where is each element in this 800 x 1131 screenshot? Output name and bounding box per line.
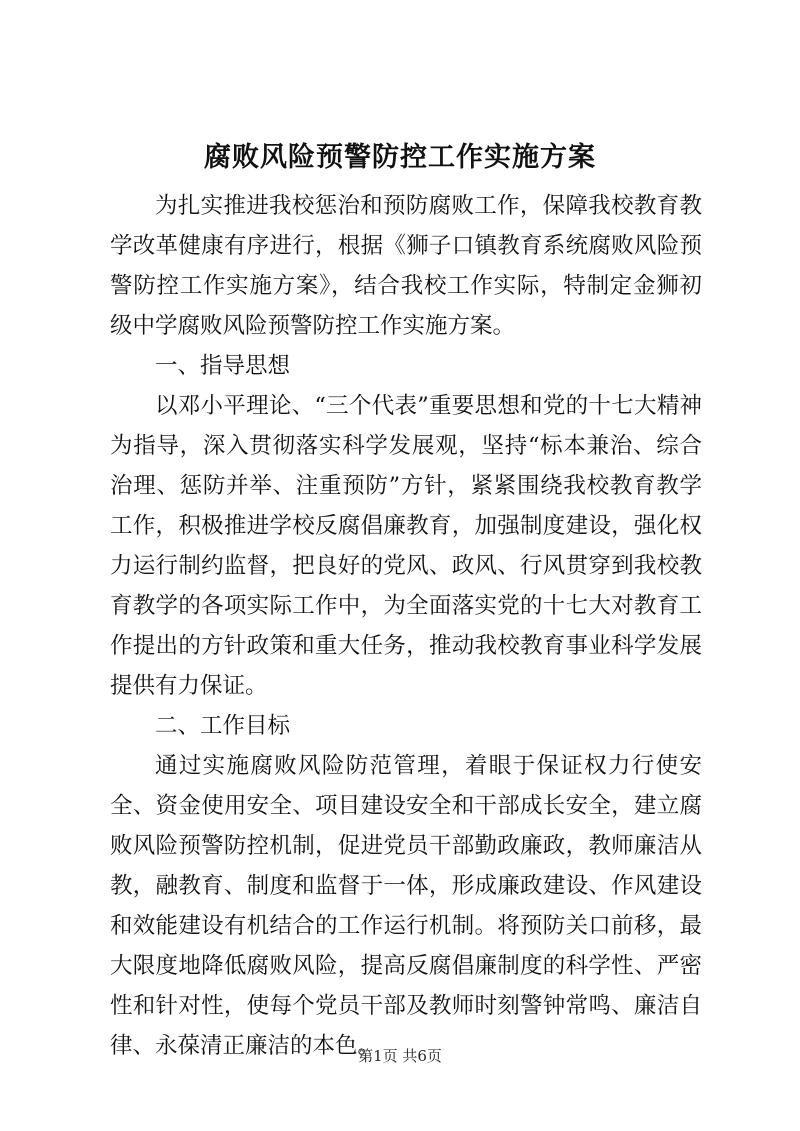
work-goals-paragraph: 通过实施腐败风险防范管理，着眼于保证权力行使安全、资金使用安全、项目建设安全和干部成长安全，建立腐败风险预警防控机制，促进党员干部勤政廉政，教师廉洁从教，融教育、制度和监督于一体，形成廉政建设、作风建设和效能建设有机结合的工作运行机制。将预防关口前移，最大限度地降低腐败风险，提高反腐倡廉制度的科学性、严密性和针对性，使每个党员干部及教师时刻警钟常鸣、廉洁自律、永葆清正廉洁的本色。 xyxy=(110,753,702,1059)
section-heading-work-goals: 二、工作目标 xyxy=(155,713,291,739)
guiding-thought-paragraph: 以邓小平理论、“三个代表”重要思想和党的十七大精神为指导，深入贯彻落实科学发展观，坚持“标本兼治、综合治理、惩防并举、注重预防”方针，紧紧围绕我校教育教学工作，积极推进学校反腐倡廉教育，加强制度建设，强化权力运行制约监督，把良好的党风、政风、行风贯穿到我校教育教学的各项实际工作中，为全面落实党的十七大对教育工作提出的方针政策和重大任务，推动我校教育事业科学发展提供有力保证。 xyxy=(110,393,702,699)
document-body xyxy=(110,186,702,1066)
intro-paragraph: 为扎实推进我校惩治和预防腐败工作，保障我校教育教学改革健康有序进行，根据《狮子口镇教育系统腐败风险预警防控工作实施方案》，结合我校工作实际，特制定金狮初级中学腐败风险预警防控工作实施方案。 xyxy=(110,193,702,339)
section-heading-guiding-thought: 一、指导思想 xyxy=(155,353,291,379)
document-title: 腐败风险预警防控工作实施方案 xyxy=(204,142,596,173)
page-footer: 第1页 共6页 xyxy=(358,1047,442,1065)
